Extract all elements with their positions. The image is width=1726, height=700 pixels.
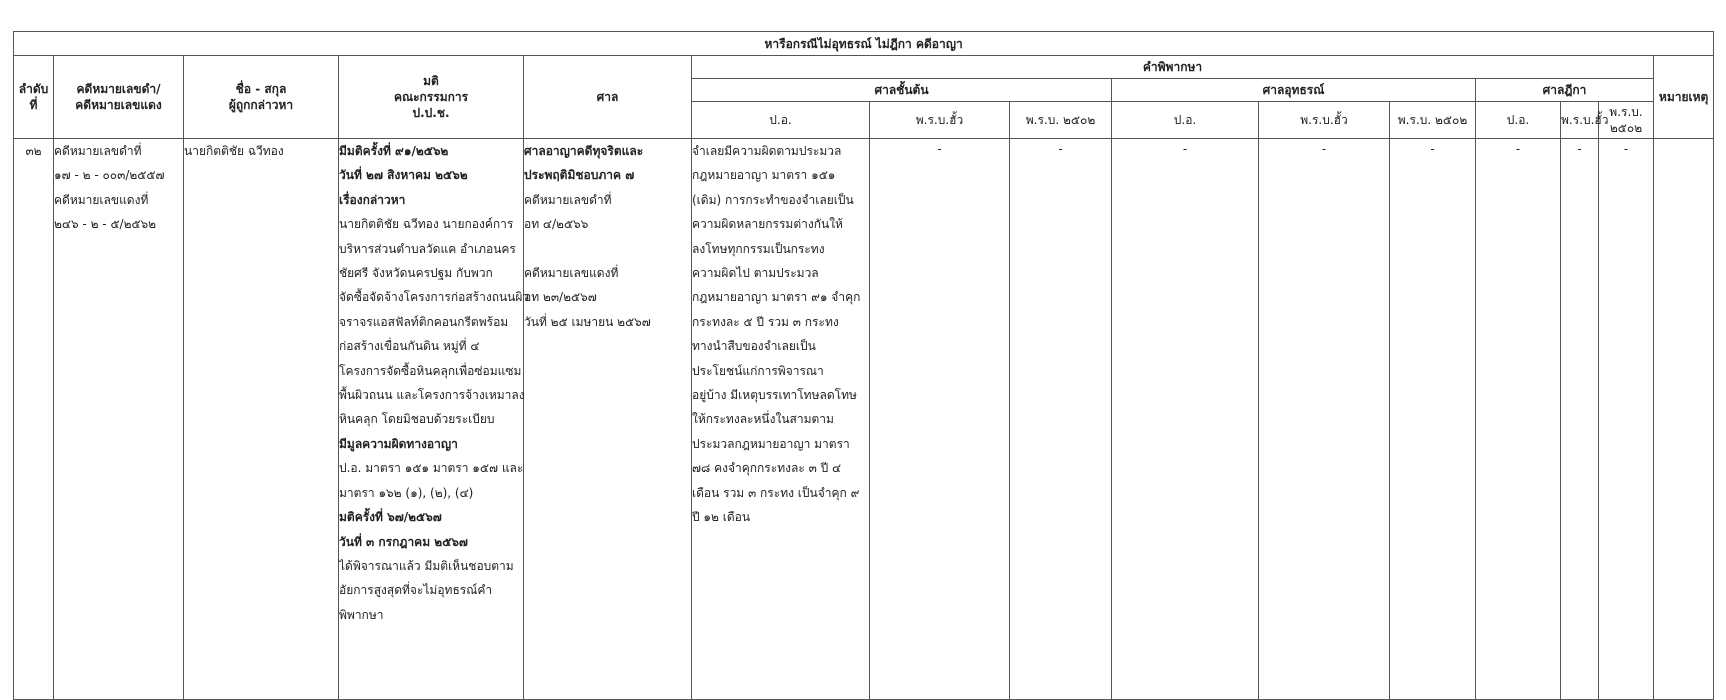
header-court-supreme: ศาลฎีกา — [1476, 79, 1654, 102]
header-supreme-criminal: ป.อ. — [1476, 102, 1561, 139]
case-table — [13, 31, 1714, 700]
row-name: นายกิตติชัย ฉวีทอง — [184, 139, 339, 700]
row-supreme-criminal: - — [1476, 139, 1561, 700]
header-appeal-criminal: ป.อ. — [1112, 102, 1259, 139]
header-case-no: คดีหมายเลขดำ/ คดีหมายเลขแดง — [54, 56, 184, 139]
header-seq: ลำดับ ที่ — [14, 56, 54, 139]
row-appeal-pro: - — [1259, 139, 1390, 700]
row-seq: ๓๒ — [14, 139, 54, 700]
row-remark — [1654, 139, 1714, 700]
header-first-pro: พ.ร.บ.ฮั้ว — [870, 102, 1010, 139]
row-first-pro: - — [870, 139, 1010, 700]
header-name: ชื่อ - สกุล ผู้ถูกกล่าวหา — [184, 56, 339, 139]
header-resolution: มติ คณะกรรมการ ป.ป.ช. — [339, 56, 524, 139]
row-first-criminal: จำเลยมีความผิดตามประมวล กฎหมายอาญา มาตรา ๑๕๑ (เดิม) การกระทำของจำเลยเป็น ความผิดหลายกรรมต่างกันให้ ลงโทษทุกกรรมเป็นกระทง ความผิดไป ตามประมวล กฎหมายอาญา มาตรา ๙๑ จำคุก กระทงละ ๕ ปี รวม ๓ กระทง ทางนำสืบของจำเลยเป็น ประโยชน์แก่การพิจารณา อยู่บ้าง มีเหตุบรรเทาโทษลดโทษ ให้กระทงละหนึ่งในสามตาม ประมวลกฎหมายอาญา มาตรา ๗๘ คงจำคุกกระทงละ ๓ ปี ๔ เดือน รวม ๓ กระทง เป็นจำคุก ๙ ปี ๑๒ เดือน — [692, 139, 870, 700]
row-appeal-criminal: - — [1112, 139, 1259, 700]
header-remark: หมายเหตุ — [1654, 56, 1714, 139]
header-court-appeal: ศาลอุทธรณ์ — [1112, 79, 1476, 102]
header-first-criminal: ป.อ. — [692, 102, 870, 139]
table-row — [14, 139, 1714, 700]
row-case-no: คดีหมายเลขดำที่ ๑๗ - ๒ - ๐๐๓/๒๕๕๗ คดีหมายเลขแดงที่ ๒๔๖ - ๒ - ๕/๒๕๖๒ — [54, 139, 184, 700]
header-first-2502: พ.ร.บ. ๒๕๐๒ — [1010, 102, 1112, 139]
row-resolution: มีมติครั้งที่ ๙๑/๒๕๖๒ วันที่ ๒๗ สิงหาคม ๒๕๖๒ เรื่องกล่าวหา นายกิตติชัย ฉวีทอง นายกองค์การ บริหารส่วนตำบลวัดแค อำเภอนคร ชัยศรี จังหวัดนครปฐม กับพวก จัดซื้อจัดจ้างโครงการก่อสร้างถนนผิว จราจรแอสฟัลท์ติกคอนกรีตพร้อม ก่อสร้างเขื่อนกันดิน หมู่ที่ ๔ โครงการจัดซื้อหินคลุกเพื่อซ่อมแซม พื้นผิวถนน และโครงการจ้างเหมาลง หินคลุก โดยมิชอบด้วยระเบียบ มีมูลความผิดทางอาญา ป.อ. มาตรา ๑๕๑ มาตรา ๑๕๗ และ มาตรา ๑๖๒ (๑), (๒), (๔) มติครั้งที่ ๖๗/๒๕๖๗ วันที่ ๓ กรกฎาคม ๒๕๖๗ ได้พิจารณาแล้ว มีมติเห็นชอบตาม อัยการสูงสุดที่จะไม่อุทธรณ์คำ พิพากษา — [339, 139, 524, 700]
row-supreme-pro: - — [1561, 139, 1599, 700]
row-first-2502: - — [1010, 139, 1112, 700]
header-court-first: ศาลชั้นต้น — [692, 79, 1112, 102]
header-supreme-pro: พ.ร.บ.ฮั้ว — [1561, 102, 1599, 139]
table-title: หารือกรณีไม่อุทธรณ์ ไม่ฎีกา คดีอาญา — [14, 32, 1714, 56]
row-appeal-2502: - — [1390, 139, 1476, 700]
header-judgment: คำพิพากษา — [692, 56, 1654, 79]
row-court: ศาลอาญาคดีทุจริตและ ประพฤติมิชอบภาค ๗ คดีหมายเลขดำที่ อท ๔/๒๕๖๖ คดีหมายเลขแดงที่ อท ๒๓/๒๕๖๗ วันที่ ๒๕ เมษายน ๒๕๖๗ — [524, 139, 692, 700]
header-supreme-2502: พ.ร.บ. ๒๕๐๒ — [1599, 102, 1654, 139]
header-court: ศาล — [524, 56, 692, 139]
row-supreme-2502: - — [1599, 139, 1654, 700]
header-appeal-2502: พ.ร.บ. ๒๕๐๒ — [1390, 102, 1476, 139]
header-appeal-pro: พ.ร.บ.ฮั้ว — [1259, 102, 1390, 139]
